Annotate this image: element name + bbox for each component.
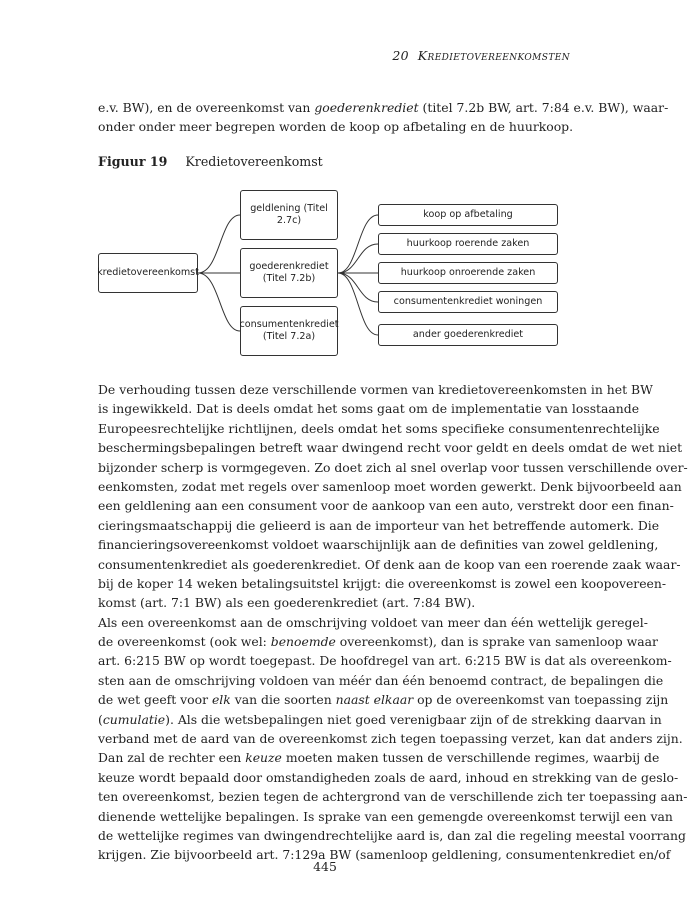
text-run: De verhouding tussen deze verschillende vormen van kredietovereenkomsten in het BW <box>98 382 653 397</box>
italic-run: goederenkrediet <box>314 100 419 115</box>
figure-title: Kredietovereenkomst <box>185 154 323 169</box>
text-run: (titel 7.2b BW, art. 7:84 e.v. BW), waar- <box>418 100 669 115</box>
text-line <box>98 787 688 806</box>
huurkoop-onroerende-zaken-label: huurkoop onroerende zaken <box>400 267 536 278</box>
italic-run: benoemde <box>270 634 336 650</box>
text-line <box>98 555 681 574</box>
text-run: komst (art. 7:1 BW) als een goederenkrediet (art. 7:84 BW). <box>98 595 476 611</box>
text-run: moeten maken tussen de verschillende regimes, waarbij de <box>281 750 660 766</box>
body-text <box>98 380 688 865</box>
text-line <box>98 729 683 748</box>
text-run: de wettelijke regimes van dwingendrechtelijke aard is, dan zal die regeling meestal voorrang <box>98 827 686 843</box>
figure-number: Figuur 19 <box>98 154 168 169</box>
text-run: krijgen. Zie bijvoorbeeld art. 7:129a BW (samenloop geldlening, consumentenkrediet en/of <box>98 847 671 863</box>
text-line <box>98 807 673 826</box>
text-run: sten aan de omschrijving voldoen van méér dan één benoemd contract, de bepalingen die <box>98 672 664 688</box>
text-line <box>98 768 679 787</box>
text-run: onder onder meer begrepen worden de koop op afbetaling en de huurkoop. <box>98 119 574 135</box>
italic-run: cumulatie <box>102 711 166 727</box>
connector-gk-5 <box>338 273 378 335</box>
goederenkrediet-box <box>240 248 338 298</box>
text-run: bij de koper 14 weken betalingsuitstel krijgt: die overeenkomst is zowel een koopovereen- <box>98 575 667 591</box>
geldlening-label: geldlening (Titel 2.7c) <box>250 203 328 226</box>
connector-gk-2 <box>338 244 378 273</box>
intro-paragraph <box>98 98 669 137</box>
huurkoop-onroerende-zaken-box <box>378 262 558 284</box>
italic-run: keuze <box>245 750 282 766</box>
huurkoop-roerende-zaken-box <box>378 233 558 255</box>
connector-gk-1 <box>338 215 378 273</box>
root-label: kredietovereenkomst <box>97 267 199 278</box>
text-line <box>98 671 664 690</box>
geldlening-box <box>240 190 338 240</box>
text-run: is ingewikkeld. Dat is deels omdat het soms gaat om de implementatie van losstaande <box>98 401 640 417</box>
ander-goederenkrediet-label: ander goederenkrediet <box>412 329 524 340</box>
text-run: eenkomsten, zodat met regels over samenloop moet worden gewerkt. Denk bijvoorbeeld aan <box>98 478 682 494</box>
connector-root-consumentenkrediet <box>198 273 240 331</box>
goederenkrediet-label: goederenkrediet (Titel 7.2b) <box>249 261 329 284</box>
text-run: financieringsovereenkomst voldoet waarschijnlijk aan de definities van zowel geldlening, <box>98 537 659 553</box>
text-line <box>98 535 659 554</box>
text-run: de wet geeft voor <box>98 692 212 708</box>
consumentenkrediet-label: consumentenkrediet (Titel 7.2a) <box>239 319 339 342</box>
text-line <box>98 613 648 632</box>
text-line <box>98 477 682 496</box>
connector-gk-4 <box>338 273 378 302</box>
consumentenkrediet-woningen-label: consumentenkrediet woningen <box>393 296 543 307</box>
text-run: overeenkomst), dan is sprake van samenloop waar <box>335 634 658 650</box>
text-line <box>98 710 662 729</box>
text-run: ( <box>98 711 103 727</box>
italic-run: naast elkaar <box>335 692 414 708</box>
text-line <box>98 419 660 438</box>
text-line <box>98 748 660 767</box>
text-line <box>98 516 660 535</box>
text-run: van die soorten <box>230 692 336 708</box>
text-line <box>98 438 683 457</box>
text-line <box>98 632 658 651</box>
text-line <box>98 593 572 612</box>
text-run: cieringsmaatschappij die gelieerd is aan de importeur van het betreffende automerk. Die <box>98 517 660 533</box>
connector-root-geldlening <box>198 215 240 273</box>
text-line <box>98 496 674 515</box>
text-run: beschermingsbepalingen betreft waar dwingend recht voor geldt en deels omdat de wet niet <box>98 440 683 456</box>
consumentenkrediet-box <box>240 306 338 356</box>
text-run: op de overeenkomst van toepassing zijn <box>413 692 669 708</box>
koop-op-afbetaling-label: koop op afbetaling <box>423 209 513 220</box>
koop-op-afbetaling-box <box>378 204 558 226</box>
credit-agreement-diagram <box>0 180 650 365</box>
page-number: 445 <box>313 859 337 874</box>
text-run: Als een overeenkomst aan de omschrijving voldoet van meer dan één wettelijk geregel- <box>98 614 648 630</box>
huurkoop-roerende-zaken-label: huurkoop roerende zaken <box>406 238 530 249</box>
root-box <box>98 253 198 293</box>
text-run: Europeesrechtelijke richtlijnen, deels omdat het soms specifieke consumentenrechtelijke <box>98 420 660 436</box>
italic-run: elk <box>211 692 231 708</box>
text-run: de overeenkomst (ook wel: <box>98 634 271 650</box>
ander-goederenkrediet-box <box>378 324 558 346</box>
text-run: verband met de aard van de overeenkomst zich tegen toepassing verzet, kan dat anders zijn. <box>98 731 683 747</box>
chapter-title: Kredietovereenkomsten <box>417 48 570 63</box>
chapter-number: 20 <box>392 48 410 63</box>
text-run: dienende wettelijke bepalingen. Is sprake van een gemengde overeenkomst terwijl een van <box>98 808 673 824</box>
running-head <box>300 48 570 63</box>
text-line <box>98 458 688 477</box>
text-line <box>98 98 669 117</box>
text-line <box>98 826 686 845</box>
text-run: een geldlening aan een consument voor de aankoop van een auto, verstrekt door een finan- <box>98 498 674 514</box>
text-line <box>98 690 669 709</box>
consumentenkrediet-woningen-box <box>378 291 558 313</box>
text-run: consumentenkrediet als goederenkrediet. Of denk aan de koop van een roerende zaak waar- <box>98 556 681 572</box>
text-run: Dan zal de rechter een <box>98 750 246 766</box>
text-line <box>98 651 672 670</box>
text-line <box>98 399 640 418</box>
figure-caption <box>98 154 323 169</box>
text-line <box>98 380 653 399</box>
text-run: ). Als die wetsbepalingen niet goed verenigbaar zijn of de strekking daarvan in <box>165 711 662 727</box>
text-line <box>98 117 572 136</box>
text-run: e.v. BW), en de overeenkomst van <box>98 100 315 115</box>
text-run: art. 6:215 BW op wordt toegepast. De hoofdregel van art. 6:215 BW is dat als overeenkom- <box>98 653 672 669</box>
text-run: ten overeenkomst, bezien tegen de achtergrond van de verschillende zich ter toepassing aan- <box>98 789 688 805</box>
text-run: keuze wordt bepaald door omstandigheden zoals de aard, inhoud en strekking van de geslo- <box>98 769 679 785</box>
text-line <box>98 574 667 593</box>
text-run: bijzonder scherp is vormgegeven. Zo doet zich al snel overlap voor tussen verschillende over- <box>98 459 688 475</box>
